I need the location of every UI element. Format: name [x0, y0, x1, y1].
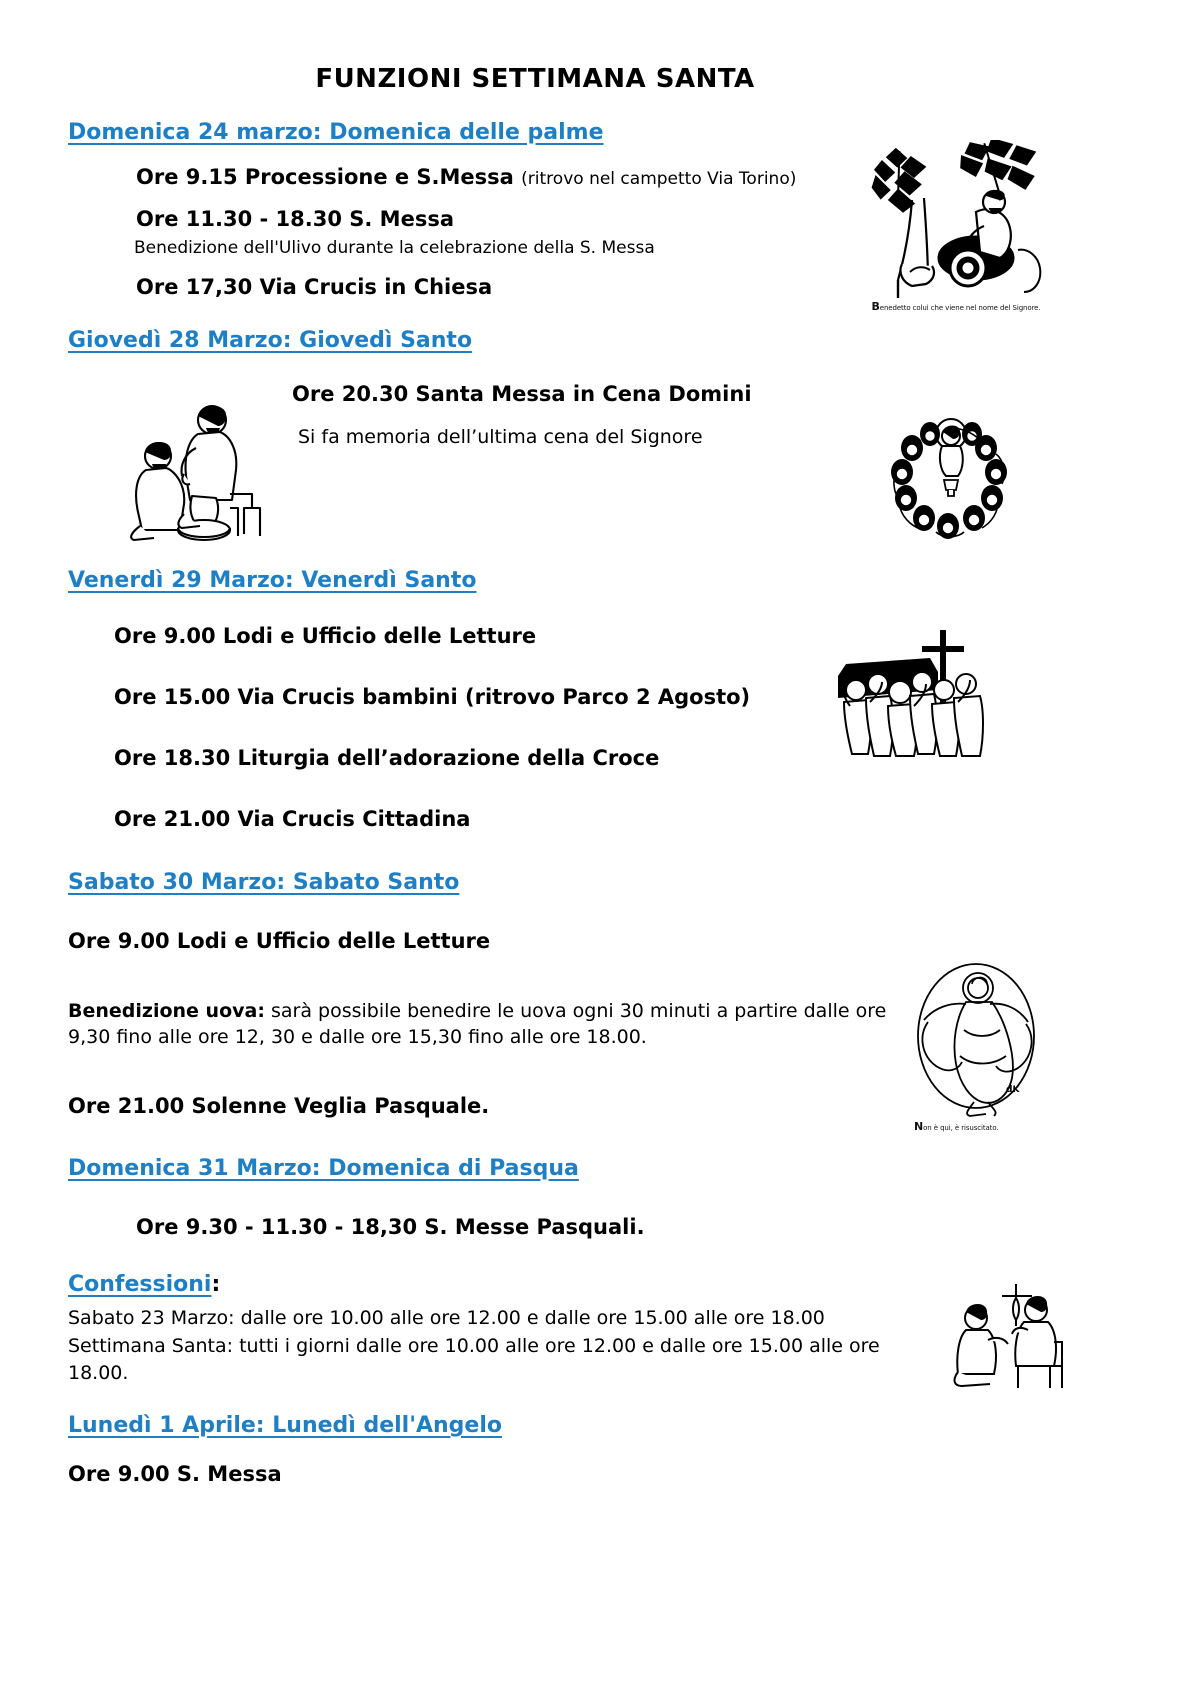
benedizione-uova-text: sarà possibile benedire le uova ogni 30 minuti a partire dalle ore 9,30 fino alle ore 12, 30 e dalle ore 15,30 fino alle ore 18.00. [68, 1000, 887, 1049]
last-supper-icon [886, 408, 1016, 548]
section-heading-lunedi-angelo [68, 1413, 502, 1438]
benedizione-uova-label: Benedizione uova: [68, 1000, 265, 1022]
schedule-line-pasqua-0 [136, 1215, 645, 1239]
resurrection-illustration [908, 960, 1043, 1133]
caption-rest: on è qui, è risuscitato. [923, 1124, 999, 1132]
schedule-line-main: Si fa memoria dell’ultima cena del Signore [298, 426, 703, 448]
section-heading-sabato-santo [68, 870, 459, 895]
foot-washing-illustration [126, 396, 286, 544]
section-heading-domenica-pasqua [68, 1156, 579, 1181]
caption-dropcap: B [871, 300, 880, 313]
schedule-line-giovedi-0 [292, 382, 752, 406]
schedule-line-venerdi-2 [114, 746, 659, 770]
schedule-line-main: Ore 17,30 Via Crucis in Chiesa [136, 275, 493, 299]
confessioni-line-1 [68, 1333, 938, 1387]
heading-text: Giovedì 28 Marzo: Giovedì Santo [68, 328, 473, 353]
palm-illustration-caption [868, 300, 1044, 313]
schedule-line-main: Ore 9.00 S. Messa [68, 1462, 282, 1486]
crucifixion-crowd-illustration [834, 628, 994, 758]
resurrection-illustration-caption [908, 1120, 1043, 1133]
schedule-line-main: Settimana Santa: tutti i giorni dalle ore 10.00 alle ore 12.00 e dalle ore 15.00 alle ore 18.00. [68, 1335, 880, 1384]
section-heading-domenica-palme [68, 120, 604, 145]
schedule-line-main: Benedizione dell'Ulivo durante la celebrazione della S. Messa [134, 238, 655, 258]
confession-icon [950, 1282, 1070, 1392]
section-heading-giovedi-santo [68, 328, 472, 353]
heading-text: Venerdì 29 Marzo: Venerdì Santo [68, 568, 477, 593]
schedule-line-main: Ore 9.00 Lodi e Ufficio delle Letture [114, 624, 537, 648]
heading-text: Confessioni [68, 1272, 212, 1297]
svg-text:dK: dK [1006, 1085, 1020, 1095]
palm-branches-illustration [868, 140, 1044, 313]
schedule-line-sabato-0 [68, 929, 490, 953]
schedule-line-main: Ore 9.30 - 11.30 - 18,30 S. Messe Pasquali. [136, 1215, 645, 1239]
schedule-line-venerdi-0 [114, 624, 536, 648]
schedule-line-venerdi-3 [114, 807, 470, 831]
schedule-line-main: Sabato 23 Marzo: dalle ore 10.00 alle ore 12.00 e dalle ore 15.00 alle ore 18.00 [68, 1307, 825, 1329]
schedule-line-giovedi-1 [298, 424, 703, 450]
heading-text: Domenica 24 marzo: Domenica delle palme [68, 120, 604, 145]
schedule-line-main: Ore 18.30 Liturgia dell’adorazione della Croce [114, 746, 660, 770]
last-supper-illustration [886, 408, 1016, 548]
schedule-line-sabato-1 [68, 1094, 489, 1118]
heading-text: Sabato 30 Marzo: Sabato Santo [68, 870, 460, 895]
schedule-line-venerdi-1 [114, 685, 750, 709]
section-heading-confessioni [68, 1272, 220, 1297]
foot-washing-icon [126, 396, 286, 544]
resurrection-icon [908, 960, 1043, 1120]
crucifixion-crowd-icon [834, 628, 994, 758]
caption-rest: enedetto colui che viene nel nome del Signore. [879, 304, 1041, 312]
schedule-line-main: Ore 9.00 Lodi e Ufficio delle Letture [68, 929, 491, 953]
schedule-line-main: Ore 20.30 Santa Messa in Cena Domini [292, 382, 752, 406]
schedule-line-palme-0 [136, 165, 796, 189]
heading-colon: : [211, 1272, 221, 1297]
caption-dropcap: N [914, 1120, 924, 1133]
benedizione-uova-block [68, 998, 888, 1050]
section-heading-venerdi-santo [68, 568, 476, 593]
schedule-line-lunedi-0 [68, 1462, 282, 1486]
schedule-line-main: Ore 15.00 Via Crucis bambini (ritrovo Parco 2 Agosto) [114, 685, 751, 709]
heading-text: Lunedì 1 Aprile: Lunedì dell'Angelo [68, 1413, 502, 1438]
heading-text: Domenica 31 Marzo: Domenica di Pasqua [68, 1156, 579, 1181]
palm-branches-icon [868, 140, 1044, 300]
schedule-line-main: Ore 21.00 Solenne Veglia Pasquale. [68, 1094, 490, 1118]
schedule-line-main: Ore 9.15 Processione e S.Messa [136, 165, 514, 189]
confession-illustration [950, 1282, 1070, 1392]
schedule-line-main: Ore 11.30 - 18.30 S. Messa [136, 207, 454, 231]
schedule-line-note: (ritrovo nel campetto Via Torino) [521, 169, 797, 189]
confessioni-line-0 [68, 1305, 825, 1332]
schedule-line-palme-3 [136, 275, 492, 299]
schedule-line-main: Ore 21.00 Via Crucis Cittadina [114, 807, 471, 831]
schedule-line-palme-1 [136, 207, 454, 231]
page-title: FUNZIONI SETTIMANA SANTA [315, 64, 755, 94]
schedule-line-palme-2 [134, 238, 655, 258]
